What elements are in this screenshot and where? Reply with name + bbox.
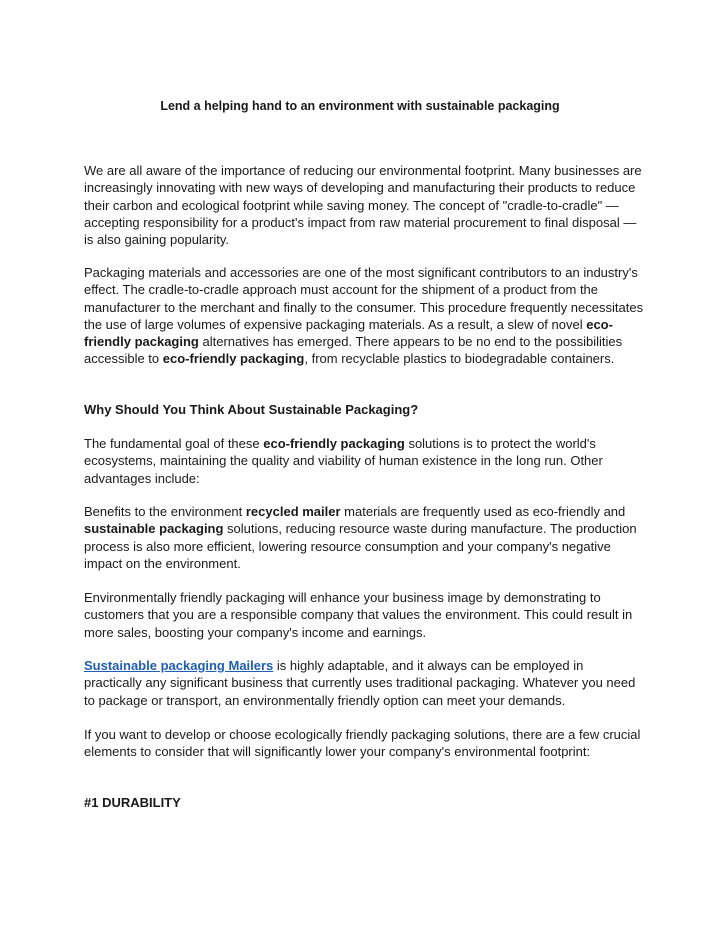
bold-term: eco-friendly packaging (263, 436, 405, 451)
text-run: solutions is to protect the world's ecosystems, maintaining the quality and viability of human existence in the long run. Other advantages include: (84, 436, 603, 486)
section-heading-why: Why Should You Think About Sustainable Packaging? (84, 402, 419, 417)
paragraph-fundamental-goal (84, 435, 644, 487)
paragraph-intro: We are all aware of the importance of reducing our environmental footprint. Many businesses are increasingly innovating with new ways of developing and manufacturing their products to reduce their carbon and ecological footprint while saving money. The concept of "cradle-to-cradle" — accepting responsibility for a product's impact from raw material procurement to final disposal — is also gaining popularity. (84, 163, 642, 248)
paragraph-packaging-materials (84, 264, 644, 368)
bold-term: eco-friendly packaging (84, 316, 613, 350)
bold-term: recycled mailer (245, 504, 341, 519)
text-run: , from recyclable plastics to biodegradable containers. (304, 351, 615, 367)
text-run: materials are frequently used as eco-friendly and (340, 504, 626, 519)
paragraph-crucial-elements: If you want to develop or choose ecologically friendly packaging solutions, there are a few crucial elements to consider that will significantly lower your company's environmental footprint: (84, 727, 641, 760)
sustainable-mailers-link[interactable]: Sustainable packaging Mailers (84, 658, 274, 673)
paragraph-business-image: Environmentally friendly packaging will enhance your business image by demonstrating to customers that you are a responsible company that values the environment. This could result in more sales, boosting your company's income and earnings. (84, 590, 633, 640)
document-title: Lend a helping hand to an environment with sustainable packaging (160, 99, 560, 113)
text-run: The fundamental goal of these (84, 436, 264, 451)
paragraph-mailers (84, 657, 644, 709)
section-heading-durability: #1 DURABILITY (84, 795, 181, 810)
text-run: Packaging materials and accessories are one of the most significant contributors to an industry's effect. The cradle-to-cradle approach must account for the shipment of a product from the manufacturer to the merchant and finally to the consumer. This procedure frequently necessitates the use of large volumes of expensive packaging materials. As a result, a slew of novel (84, 265, 644, 332)
bold-term: eco-friendly packaging (162, 351, 305, 367)
text-run: is highly adaptable, and it always can be employed in practically any significant business that currently uses traditional packaging. Whatever you need to package or transport, an environmentally friendly option can meet your demands. (84, 658, 636, 708)
bold-term: sustainable packaging (84, 521, 224, 537)
text-run: Benefits to the environment (84, 504, 246, 519)
text-run: alternatives has emerged. There appears to be no end to the possibilities accessible to (84, 334, 623, 367)
paragraph-benefits (84, 503, 644, 572)
text-run: solutions, reducing resource waste during manufacture. The production process is also more efficient, lowering resource consumption and your company's negative impact on the environment. (84, 521, 637, 571)
